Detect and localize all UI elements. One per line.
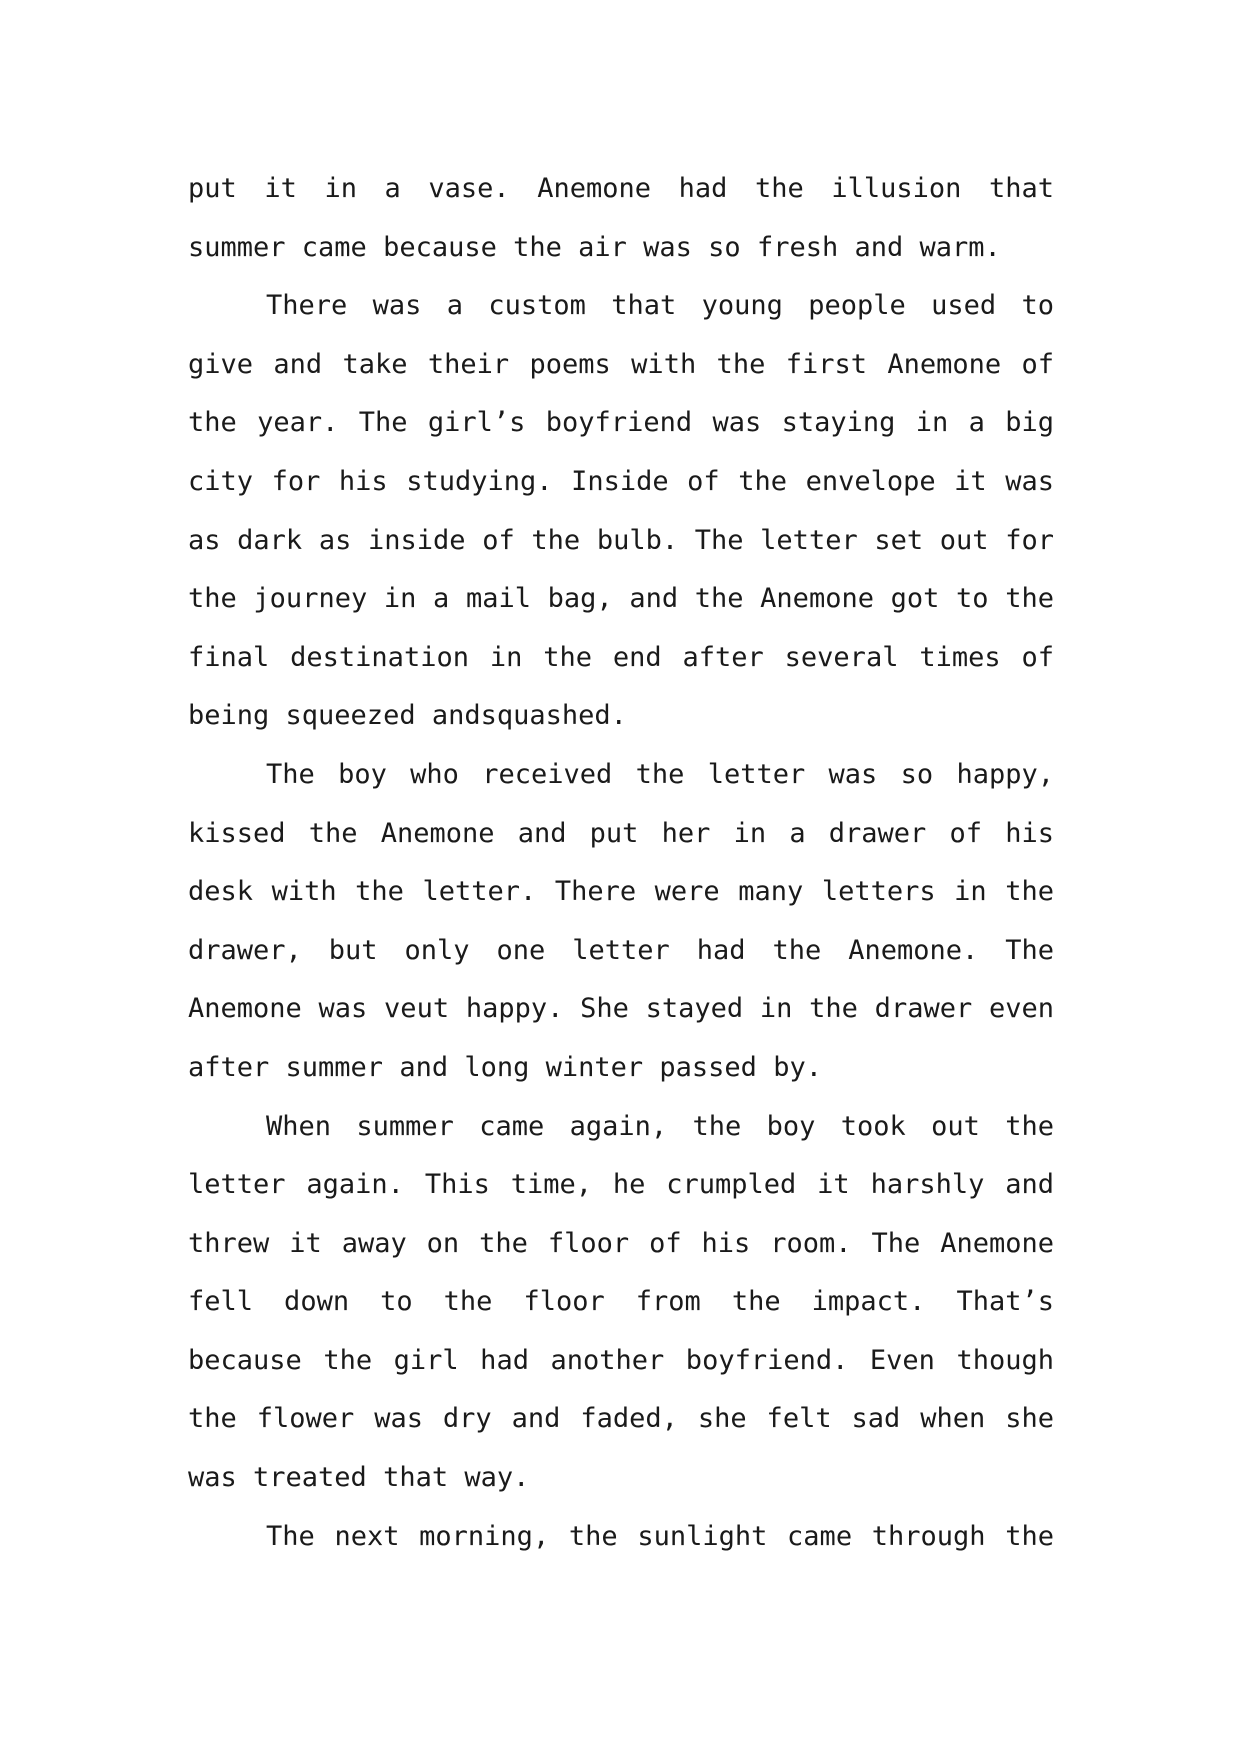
paragraph-5: The next morning, the sunlight came through the xyxy=(266,1520,1054,1552)
paragraph-4: When summer came again, the boy took out the letter again. This time, he crumpled it harshly and threw it away on the floor of his room. The Anemone fell down to the floor from the impact. That’s because the girl had another boyfriend. Even though the flower was dry and faded, she felt sad when she was treated that way. xyxy=(188,1110,1054,1494)
paragraph-3: The boy who received the letter was so happy, kissed the Anemone and put her in a drawer of his desk with the letter. There were many letters in the drawer, but only one letter had the Anemone. The Anemone was veut happy. She stayed in the drawer even after summer and long winter passed by. xyxy=(188,758,1054,1083)
paragraph-2: There was a custom that young people used to give and take their poems with the first Anemone of the year. The girl’s boyfriend was staying in a big city for his studying. Inside of the envelope it was as dark as inside of the bulb. The letter set out for the journey in a mail bag, and the Anemone got to the final destination in the end after several times of being squeezed andsquashed. xyxy=(188,290,1054,732)
paragraph-1: put it in a vase. Anemone had the illusion that summer came because the air was so fresh and warm. xyxy=(188,173,1054,263)
body-text xyxy=(188,160,1054,1566)
